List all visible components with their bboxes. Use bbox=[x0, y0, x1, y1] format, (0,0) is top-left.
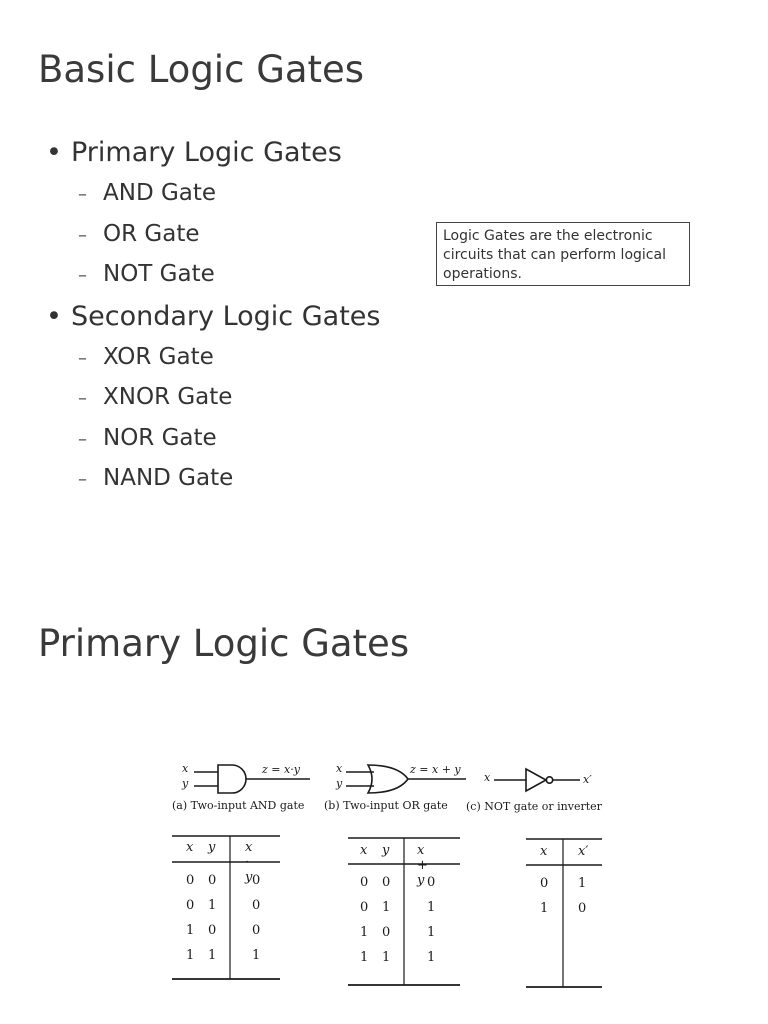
bullet-secondary-label: Secondary Logic Gates bbox=[71, 300, 381, 332]
table-cell: 0 bbox=[360, 875, 369, 890]
dash-marker: – bbox=[78, 347, 87, 369]
list-item-label: NAND Gate bbox=[103, 465, 234, 491]
bullet-primary-label: Primary Logic Gates bbox=[71, 137, 342, 168]
or-input-x: x bbox=[336, 762, 343, 775]
slide-title: Basic Logic Gates bbox=[38, 48, 365, 91]
list-item-xnor-gate bbox=[46, 377, 380, 418]
list-item-label: AND Gate bbox=[103, 180, 217, 206]
and-input-x: x bbox=[182, 762, 189, 775]
table-cell: 1 bbox=[252, 948, 261, 963]
table-cell: 0 bbox=[208, 923, 217, 938]
not-table-rules bbox=[526, 839, 602, 987]
table-cell: 1 bbox=[427, 900, 436, 915]
table-cell: 1 bbox=[208, 898, 217, 913]
table-cell: 1 bbox=[186, 948, 195, 963]
table-cell: 1 bbox=[427, 925, 436, 940]
table-header: x′ bbox=[578, 844, 589, 859]
or-input-y: y bbox=[336, 777, 343, 790]
list-item-nand-gate bbox=[46, 458, 380, 499]
table-header: x bbox=[360, 843, 368, 858]
table-cell: 1 bbox=[360, 950, 369, 965]
table-header: x · y bbox=[245, 840, 253, 885]
list-item-label: NOR Gate bbox=[103, 424, 217, 451]
table-cell: 0 bbox=[186, 873, 195, 888]
or-caption: (b) Two-input OR gate bbox=[324, 799, 448, 812]
table-cell: 0 bbox=[540, 876, 549, 891]
secondary-gates-list bbox=[46, 337, 380, 499]
not-output-label: x′ bbox=[583, 773, 592, 786]
dash-marker: – bbox=[78, 265, 87, 286]
table-header: x + y bbox=[417, 843, 428, 888]
table-header: y bbox=[208, 840, 216, 855]
table-cell: 0 bbox=[208, 873, 217, 888]
slide-title: Primary Logic Gates bbox=[38, 622, 410, 665]
table-cell: 0 bbox=[252, 923, 261, 938]
bullet-primary bbox=[46, 133, 380, 173]
list-item-xor-gate bbox=[46, 337, 380, 378]
not-gate-icon bbox=[494, 769, 580, 791]
dash-marker: – bbox=[78, 224, 87, 246]
list-item-not-gate bbox=[46, 254, 380, 295]
list-item-label: OR Gate bbox=[103, 220, 200, 247]
bullet-marker: • bbox=[46, 300, 62, 332]
slide-primary-logic-gates bbox=[0, 575, 768, 1024]
list-item-label: NOT Gate bbox=[103, 261, 215, 287]
table-cell: 0 bbox=[578, 901, 587, 916]
table-header: x bbox=[540, 844, 548, 859]
or-output-label: z = x + y bbox=[410, 763, 461, 776]
table-cell: 0 bbox=[427, 875, 436, 890]
table-cell: 0 bbox=[382, 925, 391, 940]
dash-marker: – bbox=[78, 469, 87, 490]
bullet-marker: • bbox=[46, 137, 62, 168]
table-cell: 0 bbox=[360, 900, 369, 915]
bullet-list bbox=[46, 133, 380, 501]
list-item-nor-gate bbox=[46, 418, 380, 459]
dash-marker: – bbox=[78, 388, 87, 409]
table-cell: 1 bbox=[360, 925, 369, 940]
table-header: x bbox=[186, 840, 194, 855]
table-cell: 0 bbox=[252, 898, 261, 913]
table-cell: 0 bbox=[382, 875, 391, 890]
list-item-and-gate bbox=[46, 173, 380, 214]
list-item-or-gate bbox=[46, 214, 380, 255]
table-header: y bbox=[382, 843, 390, 858]
dash-marker: – bbox=[78, 184, 87, 205]
and-caption: (a) Two-input AND gate bbox=[172, 799, 305, 812]
dash-marker: – bbox=[78, 428, 87, 450]
table-cell: 1 bbox=[186, 923, 195, 938]
primary-gates-list bbox=[46, 173, 380, 295]
table-cell: 0 bbox=[252, 873, 261, 888]
and-input-y: y bbox=[182, 777, 189, 790]
table-cell: 1 bbox=[578, 876, 587, 891]
table-cell: 1 bbox=[427, 950, 436, 965]
table-cell: 1 bbox=[382, 950, 391, 965]
table-cell: 1 bbox=[208, 948, 217, 963]
and-output-label: z = x·y bbox=[262, 763, 300, 776]
logic-gates-figure bbox=[170, 755, 610, 995]
list-item-label: XNOR Gate bbox=[103, 384, 233, 410]
table-cell: 1 bbox=[540, 901, 549, 916]
table-cell: 1 bbox=[382, 900, 391, 915]
note-textbox: Logic Gates are the electronic circuits that can perform logical operations. bbox=[436, 222, 690, 286]
bullet-secondary bbox=[46, 297, 380, 337]
not-caption: (c) NOT gate or inverter bbox=[466, 800, 602, 813]
not-input-x: x bbox=[484, 771, 491, 784]
list-item-label: XOR Gate bbox=[103, 343, 214, 370]
table-cell: 0 bbox=[186, 898, 195, 913]
